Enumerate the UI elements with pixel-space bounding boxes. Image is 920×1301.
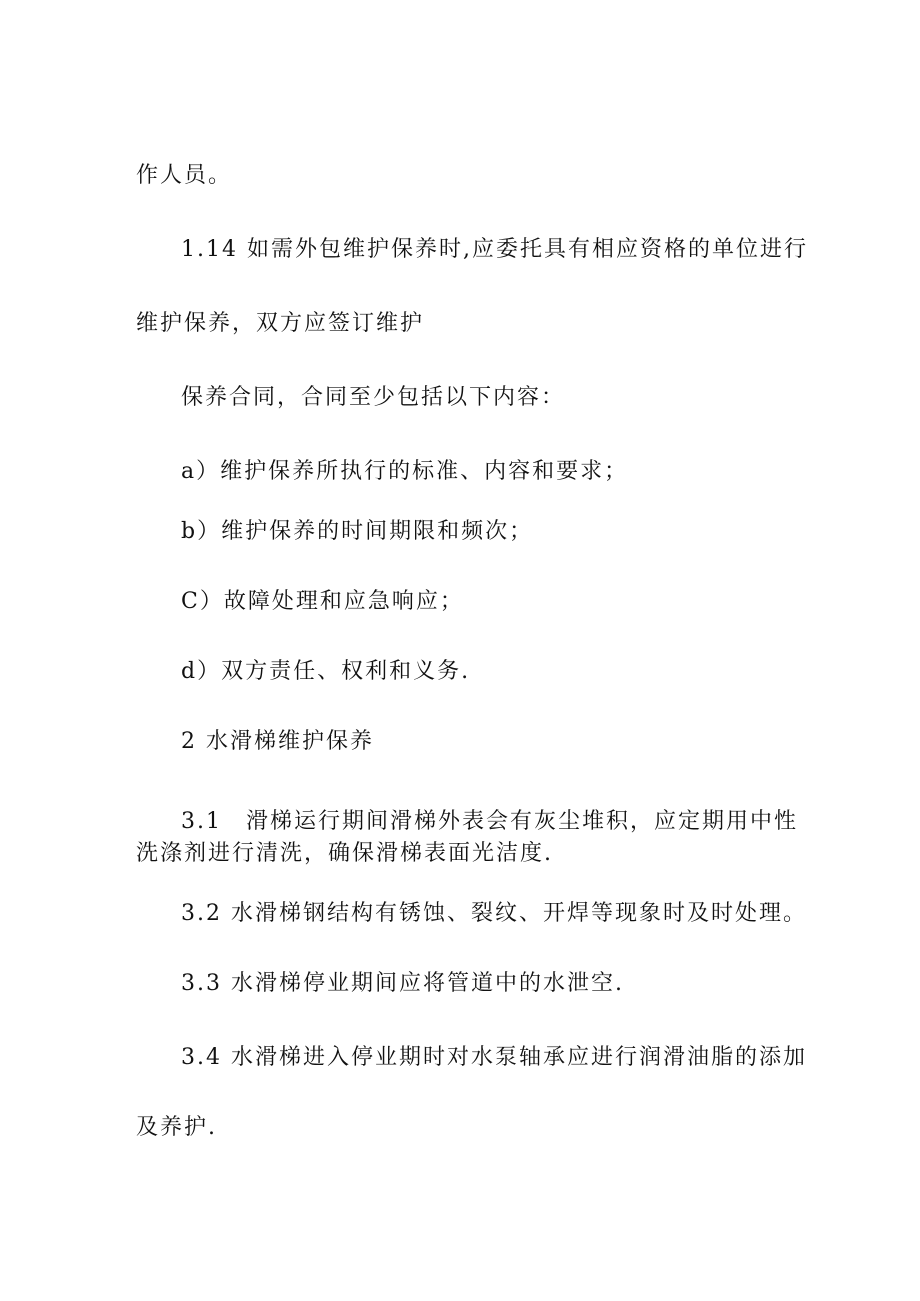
text-line-3-1: 3.1 滑梯运行期间滑梯外表会有灰尘堆积，应定期用中性 — [181, 809, 798, 834]
list-item-b: b）维护保养的时间期限和频次； — [181, 519, 534, 544]
text-line-3-4: 3.4 水滑梯进入停业期时对水泵轴承应进行润滑油脂的添加 — [181, 1045, 807, 1070]
text-line-3-4-cont: 及养护. — [136, 1115, 217, 1140]
text-line-3-3: 3.3 水滑梯停业期间应将管道中的水泄空. — [181, 971, 624, 996]
section-heading-2: 2 水滑梯维护保养 — [181, 729, 374, 754]
text-line-3-1-cont: 洗涤剂进行清洗，确保滑梯表面光洁度. — [136, 841, 553, 866]
text-line-1-14: 1.14 如需外包维护保养时,应委托具有相应资格的单位进行 — [181, 237, 808, 262]
list-item-d: d）双方责任、权利和义务. — [181, 659, 471, 684]
list-item-a: a）维护保养所执行的标准、内容和要求； — [181, 459, 629, 484]
text-line-continuation: 作人员。 — [136, 163, 233, 188]
text-line-3-2: 3.2 水滑梯钢结构有锈蚀、裂纹、开焊等现象时及时处理。 — [181, 901, 807, 926]
text-line-1-14-cont: 维护保养，双方应签订维护 — [136, 311, 425, 336]
text-line-contract: 保养合同，合同至少包括以下内容： — [181, 385, 566, 410]
list-item-c: C）故障处理和应急响应； — [181, 589, 464, 614]
